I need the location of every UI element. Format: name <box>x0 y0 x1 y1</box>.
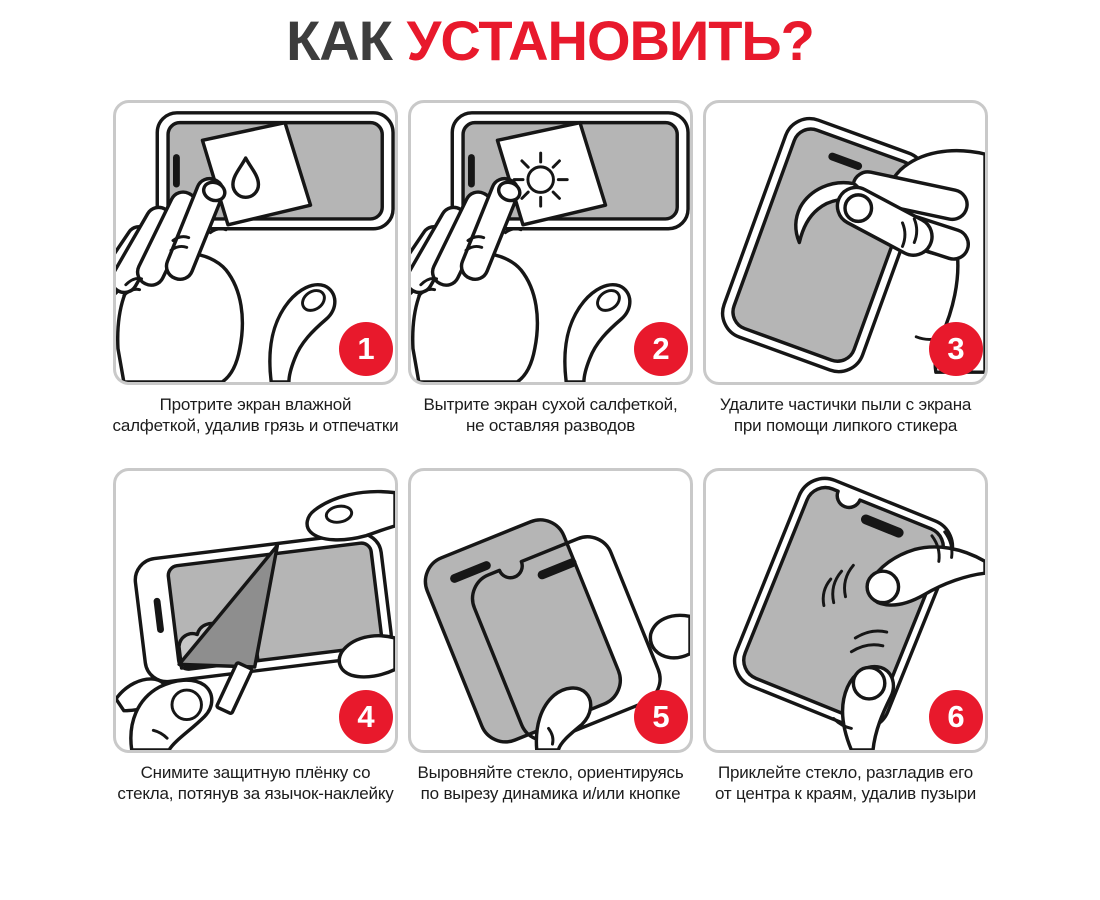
step-number-badge: 1 <box>339 322 393 376</box>
step-2-caption: Вытрите экран сухой салфеткой, не оставляя разводов <box>423 395 678 435</box>
press-point <box>867 571 898 602</box>
step-1-caption: Протрите экран влажной салфеткой, удалив грязь и отпечатки <box>112 395 399 435</box>
side-finger <box>650 615 690 657</box>
title-word-how: КАК <box>286 9 392 72</box>
step-number-badge: 4 <box>339 690 393 744</box>
step-2-cell <box>408 100 693 468</box>
page-title <box>0 9 1100 72</box>
step-3-panel <box>703 100 988 385</box>
step-5-caption: Выровняйте стекло, ориентируясь по вырезу динамика и/или кнопке <box>417 763 684 803</box>
step-6-panel <box>703 468 988 753</box>
step-3-cell <box>703 100 988 468</box>
step-number-badge: 6 <box>929 690 983 744</box>
step-number-badge: 2 <box>634 322 688 376</box>
step-3-caption: Удалите частички пыли с экрана при помощи липкого стикера <box>719 395 972 435</box>
thumb-nail <box>845 195 872 222</box>
step-4-cell <box>113 468 398 836</box>
glass-protector <box>418 512 628 749</box>
step-number-badge: 5 <box>634 690 688 744</box>
step-6-cell <box>703 468 988 836</box>
speaker-bar <box>468 154 475 187</box>
step-4-caption: Снимите защитную плёнку со стекла, потянув за язычок-наклейку <box>117 763 394 803</box>
step-6-caption: Приклейте стекло, разгладив его от центра к краям, удалив пузыри <box>715 763 976 803</box>
pinch-hand <box>116 679 212 750</box>
step-5-cell <box>408 468 693 836</box>
step-5-panel <box>408 468 693 753</box>
step-1-panel <box>113 100 398 385</box>
step-1-cell <box>113 100 398 468</box>
step-4-panel <box>113 468 398 753</box>
speaker-bar <box>173 154 180 187</box>
step-2-panel <box>408 100 693 385</box>
title-word-install: УСТАНОВИТЬ? <box>406 9 814 72</box>
step-number-badge: 3 <box>929 322 983 376</box>
press-point <box>853 667 884 698</box>
